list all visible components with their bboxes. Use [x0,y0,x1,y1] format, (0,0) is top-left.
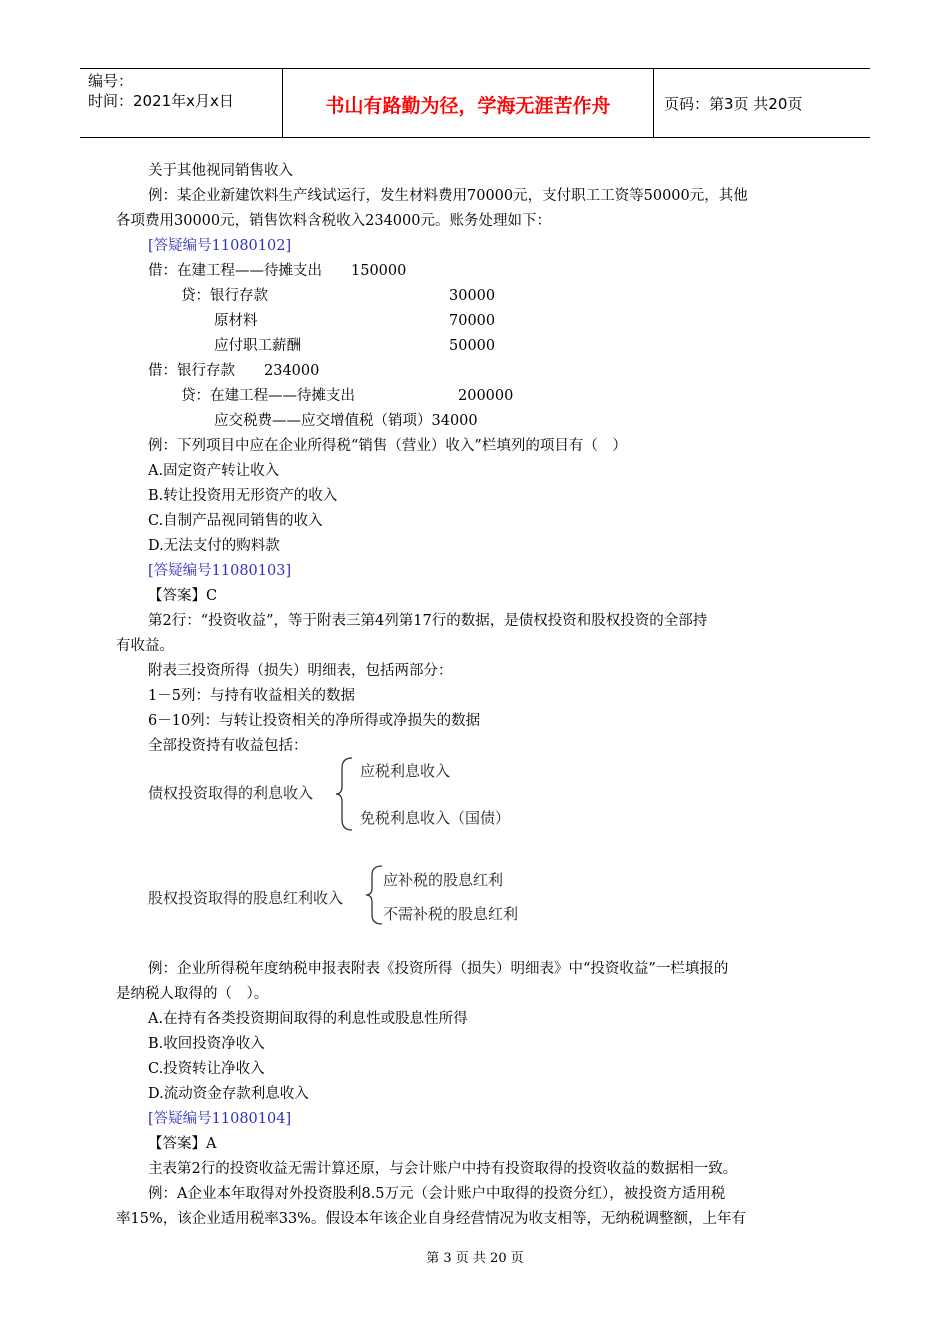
qa-reference: [答疑编号11080102] [148,238,292,254]
header-motto: 书山有路勤为径，学海无涯苦作舟 [325,95,611,117]
option: C.自制产品视同销售的收入 [148,513,323,529]
journal-entry: 借：在建工程——待摊支出 150000 [148,263,407,279]
option: A.固定资产转让收入 [148,463,280,479]
journal-entry: 贷：在建工程——待摊支出 [181,388,355,404]
text-line: 例：某企业新建饮料生产线试运行，发生材料费用70000元，支付职工工资等50000元，其他 [148,188,748,204]
qa-reference: [答疑编号11080104] [148,1111,292,1127]
journal-amount: 200000 [458,388,514,404]
document-header [80,68,870,138]
header-page-info: 页码：第3页 共20页 [664,95,803,113]
answer: 【答案】C [148,588,218,604]
text-line: 1－5列：与持有收益相关的数据 [148,688,355,704]
text-line: 主表第2行的投资收益无需计算还原，与会计账户中持有投资取得的投资收益的数据相一致。 [148,1161,738,1177]
option: D.流动资金存款利息收入 [148,1086,309,1102]
journal-entry: 借：银行存款 234000 [148,363,320,379]
taxable-interest-label: 应税利息收入 [360,762,451,780]
option: D.无法支付的购料款 [148,538,280,554]
text-line: 第2行：“投资收益”，等于附表三第4列第17行的数据，是债权投资和股权投资的全部持 [148,613,708,629]
text-line: 有收益。 [116,638,174,654]
equity-income-label: 股权投资取得的股息红利收入 [148,889,344,907]
journal-amount: 70000 [449,313,496,329]
text-line: 各项费用30000元，销售饮料含税收入234000元。账务处理如下： [116,213,551,229]
date-label: 时间：2021年x月x日 [88,92,234,110]
supplementary-tax-dividend-label: 应补税的股息红利 [383,871,504,889]
journal-entry: 应交税费——应交增值税（销项）34000 [214,413,478,429]
option: C.投资转让净收入 [148,1061,265,1077]
text-line: 6－10列：与转让投资相关的净所得或净损失的数据 [148,713,481,729]
qa-reference: [答疑编号11080103] [148,563,292,579]
text-line: 率15%，该企业适用税率33%。假设本年该企业自身经营情况为收支相等，无纳税调整额，上年有 [116,1211,746,1227]
question-text: 例：企业所得税年度纳税申报表附表《投资所得（损失）明细表》中“投资收益”一栏填报的 [148,961,729,977]
exempt-interest-label: 免税利息收入（国债） [360,809,511,827]
option: A.在持有各类投资期间取得的利息性或股息性所得 [148,1011,468,1027]
journal-entry: 贷：银行存款 [181,288,268,304]
text-line: 关于其他视同销售收入 [148,163,293,179]
header-meta [88,71,234,111]
text-line: 全部投资持有收益包括： [148,738,308,754]
text-line: 附表三投资所得（损失）明细表，包括两部分： [148,663,453,679]
option: B.收回投资净收入 [148,1036,265,1052]
journal-entry: 应付职工薪酬 [214,338,301,354]
brace-icon [364,864,384,926]
journal-amount: 30000 [449,288,496,304]
header-divider [653,69,654,137]
journal-entry: 原材料 [214,313,258,329]
journal-amount: 50000 [449,338,496,354]
question-text: 例：下列项目中应在企业所得税“销售（营业）收入”栏填列的项目有（ ） [148,438,627,454]
answer: 【答案】A [148,1136,217,1152]
page-footer: 第 3 页 共 20 页 [426,1251,524,1266]
no-supplementary-tax-dividend-label: 不需补税的股息红利 [383,905,519,923]
question-text: 是纳税人取得的（ ）。 [116,986,269,1002]
code-label: 编号： [88,72,134,90]
option: B.转让投资用无形资产的收入 [148,488,338,504]
brace-icon [334,756,354,832]
debt-income-label: 债权投资取得的利息收入 [148,784,314,802]
text-line: 例：A企业本年取得对外投资股利8.5万元（会计账户中取得的投资分红），被投资方适用税 [148,1186,726,1202]
